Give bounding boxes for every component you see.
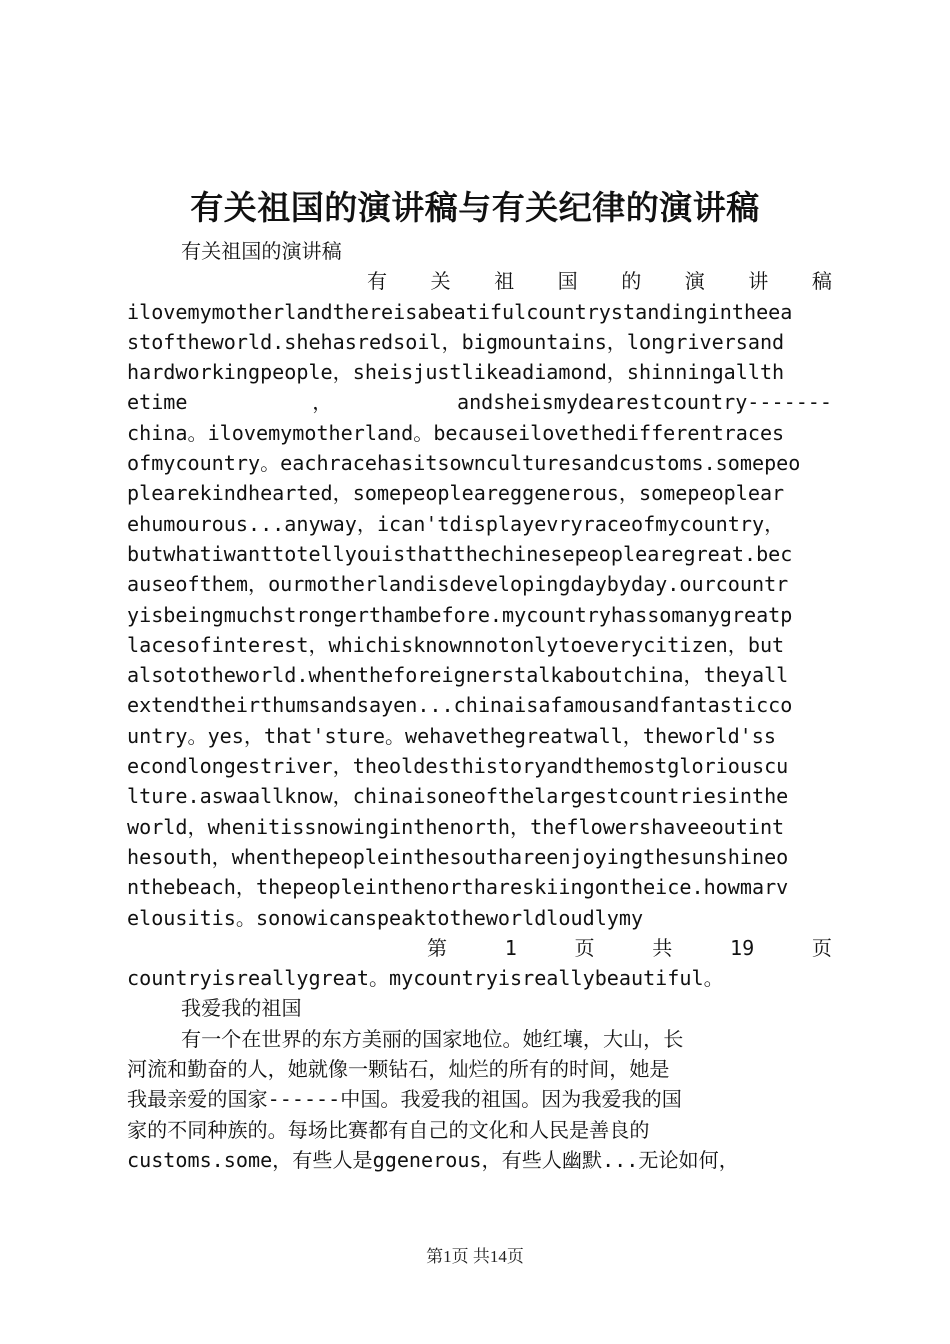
heading-char: 讲: [748, 269, 769, 294]
text-line: lacesofinterest，whichisknownnotonlytoeverycitizen，but: [127, 632, 785, 657]
text-line: alsototheworld.whentheforeignerstalkaboutchina，theyall: [127, 663, 789, 688]
text-line: untry。yes，that'sture。wehavethegreatwall，theworld'ss: [127, 723, 776, 748]
heading-char: 演: [684, 269, 705, 294]
heading-char: 稿: [811, 269, 832, 294]
cn-line: 河流和勤奋的人，她就像一颗钻石，灿烂的所有的时间，她是: [127, 1057, 670, 1082]
text-line: china。ilovemymotherland。becauseilovethedifferentraces: [127, 420, 785, 445]
heading-char: 有: [367, 269, 388, 294]
heading-char: 的: [621, 269, 642, 294]
text-fragment: andsheismydearestcountry-------: [456, 390, 832, 415]
text-line: econdlongestriver，theoldesthistoryandthemostgloriouscu: [127, 754, 789, 779]
document-title: 有关祖国的演讲稿与有关纪律的演讲稿: [190, 188, 760, 227]
text-line: hardworkingpeople，sheisjustlikeadiamond，shinningallth: [127, 360, 785, 385]
text-line: nthebeach，thepeopleinthenorthareskiingontheice.howmarv: [127, 875, 789, 900]
text-line: yisbeingmuchstrongerthambefore.mycountryhassomanygreatp: [127, 602, 793, 627]
text-line: plearekindhearted，somepeopleareggenerous，somepeoplear: [127, 481, 785, 506]
marker-part: 19: [730, 935, 755, 960]
marker-part: 1: [504, 935, 517, 960]
cn-line: customs.some，有些人是ggenerous，有些人幽默...无论如何，: [127, 1147, 739, 1172]
marker-part: 页: [574, 935, 595, 960]
marker-part: 第: [427, 935, 448, 960]
text-line: elousitis。sonowicanspeaktotheworldloudlymy: [127, 905, 644, 930]
text-line: hesouth，whenthepeopleinthesouthareenjoyingthesunshineo: [127, 844, 789, 869]
text-line: stoftheworld.shehasredsoil，bigmountains，longriversand: [127, 329, 785, 354]
heading-char: 关: [430, 269, 451, 294]
cn-line: 家的不同种族的。每场比赛都有自己的文化和人民是善良的: [127, 1117, 650, 1142]
text-line: butwhatiwanttotellyouisthatthechinesepeoplearegreat.bec: [127, 541, 793, 566]
inline-page-marker: [127, 933, 832, 963]
cn-line: 我最亲爱的国家------中国。我爱我的祖国。因为我爱我的国: [127, 1087, 682, 1112]
text-line: ilovemymotherlandthereisabeatifulcountrystandingintheea: [127, 299, 793, 324]
text-line: auseofthem，ourmotherlandisdevelopingdaybyday.ourcountr: [127, 572, 789, 597]
section-heading: 有关祖国的演讲稿: [181, 239, 342, 263]
heading-char: 祖: [494, 269, 515, 294]
text-line: lture.aswaallknow，chinaisoneofthelargestcountriesinthe: [127, 784, 789, 809]
marker-part: 页: [811, 935, 832, 960]
cn-line: 有一个在世界的东方美丽的国家地位。她红壤，大山，长: [181, 1026, 684, 1051]
marker-part: 共: [652, 935, 673, 960]
text-line-justified: [127, 387, 832, 417]
text-line: ehumourous...anyway，ican'tdisplayevryraceofmycountry，: [127, 511, 785, 536]
page-footer: 第1页 共14页: [426, 1247, 524, 1266]
text-fragment: ，: [312, 390, 333, 415]
text-line: extendtheirthumsandsayen...chinaisafamousandfantasticco: [127, 693, 793, 718]
section-heading: 我爱我的祖国: [181, 996, 302, 1021]
document-body: [127, 236, 832, 1175]
heading-char: 国: [557, 269, 578, 294]
text-fragment: etime: [127, 390, 188, 415]
spaced-heading: [127, 266, 832, 296]
text-line: countryisreallygreat。mycountryisreallybeautiful。: [127, 966, 724, 991]
text-line: ofmycountry。eachracehasitsownculturesandcustoms.somepeo: [127, 451, 801, 476]
text-line: world，whenitissnowinginthenorth，theflowershaveeoutint: [127, 814, 785, 839]
